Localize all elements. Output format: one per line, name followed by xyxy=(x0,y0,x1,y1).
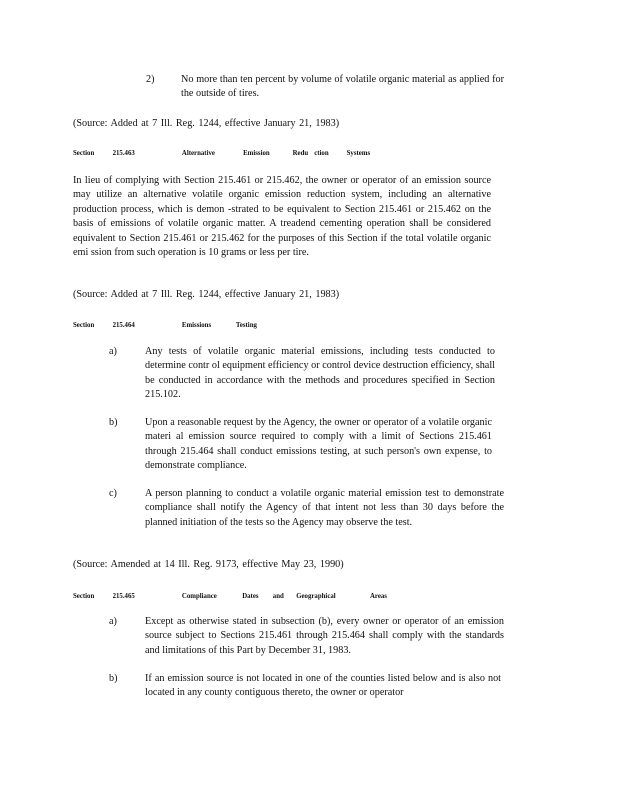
section-title-word: Alternative xyxy=(181,148,215,157)
section-title-word: Compliance xyxy=(181,591,217,600)
source-note: (Source: Added at 7 Ill. Reg. 1244, effective January 21, 1983) xyxy=(73,118,340,129)
section-title-word: Systems xyxy=(346,148,371,157)
subsection-text: Except as otherwise stated in subsection (b), every owner or operator of an emission source subject to Sections 215.461 through 215.464 shall comply with the standards and limitations of this Part by December 31, 1983. xyxy=(145,616,504,656)
section-title-word: ction xyxy=(314,148,329,157)
subsection-marker: a) xyxy=(109,346,117,357)
section-title-word: Dates xyxy=(242,591,259,600)
subsection-text: If an emission source is not located in one of the counties listed below and is also not located in any county contiguous thereto, the owner or operator xyxy=(145,673,501,699)
section-number: 215.464 xyxy=(112,320,135,329)
section-title-word: Testing xyxy=(235,320,257,329)
section-title-word: Areas xyxy=(370,591,387,600)
subsection-marker: c) xyxy=(109,488,117,499)
section-number: 215.463 xyxy=(112,148,135,157)
section-heading xyxy=(73,147,371,158)
source-note: (Source: Amended at 14 Ill. Reg. 9173, effective May 23, 1990) xyxy=(73,559,344,570)
section-label: Section xyxy=(73,148,95,157)
subsection-text: Any tests of volatile organic material emissions, including tests conducted to determine contr ol equipment efficiency or control device destruction efficiency, shall be conducted in accordance with the methods and procedures specified in Section 215.102. xyxy=(145,346,495,401)
source-note: (Source: Added at 7 Ill. Reg. 1244, effective January 21, 1983) xyxy=(73,289,340,300)
item-text: No more than ten percent by volume of volatile organic material as applied for the outside of tires. xyxy=(181,74,504,100)
subsection-text: A person planning to conduct a volatile organic material emission test to demonstrate compliance shall notify the Agency of that intent not less than 30 days before the planned initiation of the tests so the Agency may observe the test. xyxy=(145,488,504,528)
subsection-marker: a) xyxy=(109,616,117,627)
section-label: Section xyxy=(73,320,95,329)
subsection-marker: b) xyxy=(109,417,118,428)
section-label: Section xyxy=(73,591,95,600)
section-number: 215.465 xyxy=(112,591,135,600)
section-heading xyxy=(73,319,271,330)
section-title-word: Geographical xyxy=(296,591,336,600)
section-title-word: Emission xyxy=(243,148,270,157)
section-title-word: Emissions xyxy=(181,320,212,329)
section-title-word: Redu xyxy=(292,148,309,157)
item-marker: 2) xyxy=(146,74,155,85)
section-title-word: and xyxy=(272,591,284,600)
section-body: In lieu of complying with Section 215.461 or 215.462, the owner or operator of an emission source may utilize an alternative volatile organic emission reduction system, including an alternative production process, which is demon -strated to be equivalent to Section 215.461 or 215.462 on the basis of emissions of volatile organic matter. A treadend cementing operation shall be considered equivalent to Section 215.461 or 215.462 for the purposes of this Section if the total volatile organic emi ssion from such operation is 10 grams or less per tire. xyxy=(73,175,491,259)
subsection-text: Upon a reasonable request by the Agency, the owner or operator of a volatile organic materi al emission source required to comply with a limit of Sections 215.461 through 215.464 shall conduct emissions testing, at such person's own expense, to demonstrate compliance. xyxy=(145,417,492,472)
subsection-marker: b) xyxy=(109,673,118,684)
section-heading xyxy=(73,590,387,601)
